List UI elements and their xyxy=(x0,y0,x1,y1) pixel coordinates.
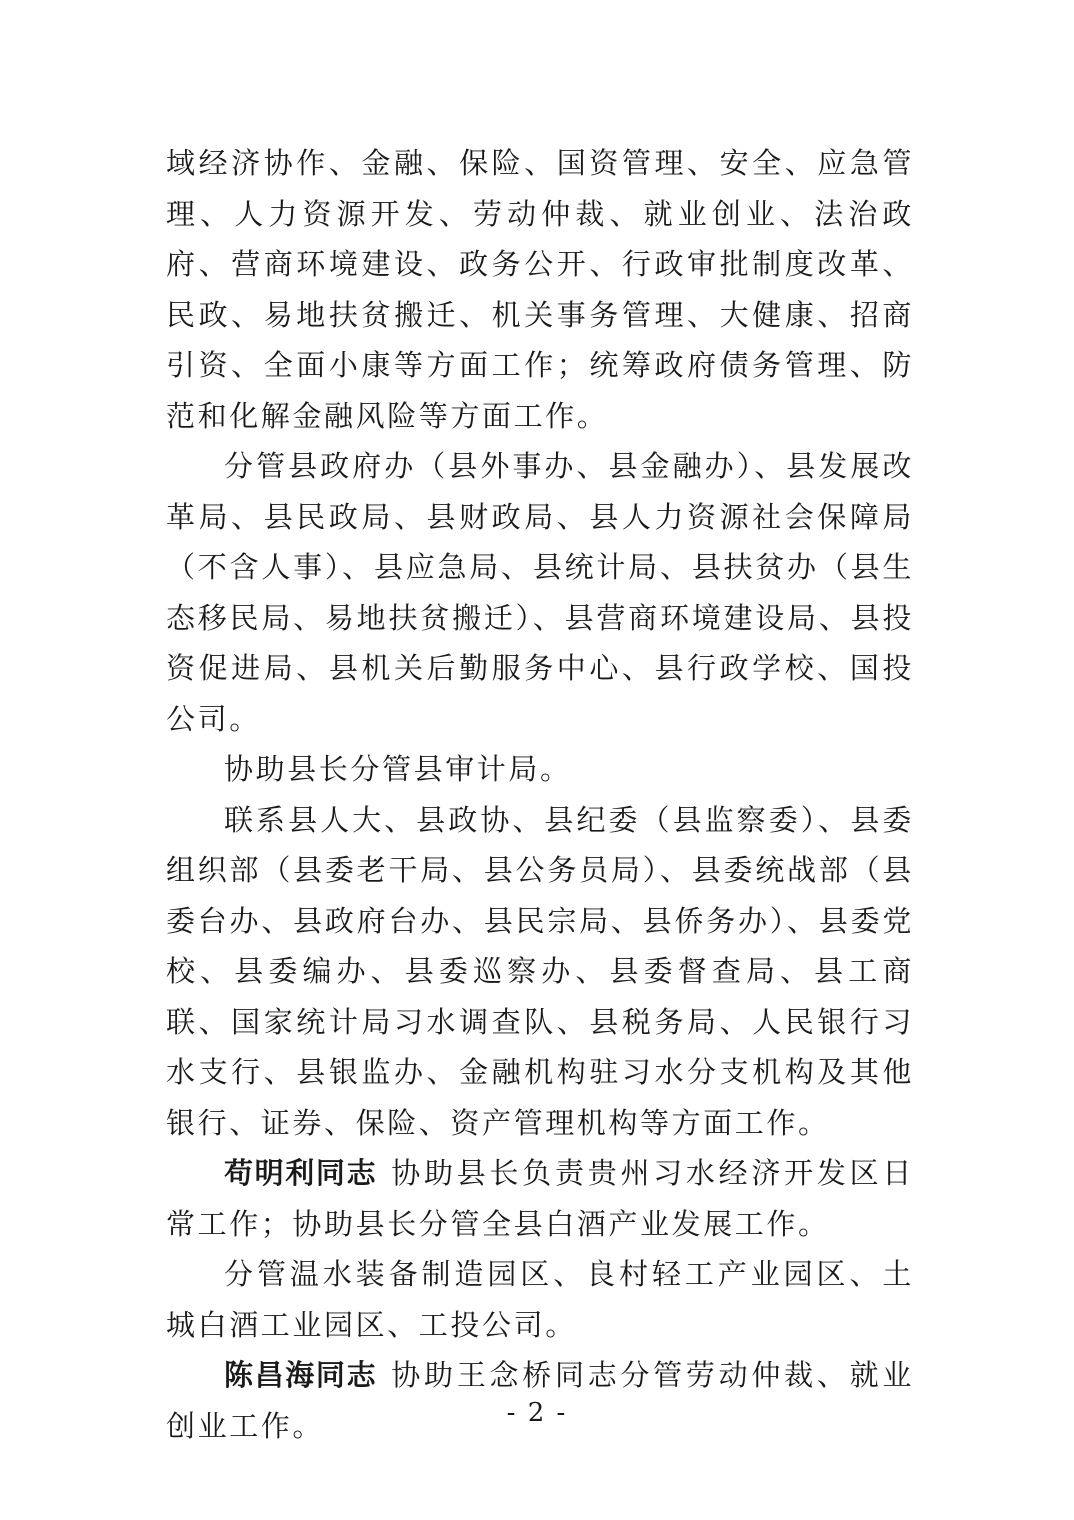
paragraph-text: 协助县长负责贵州习水经济开发区日常工作；协助县长分管全县白酒产业发展工作。 xyxy=(166,1156,914,1241)
paragraph-gou-mingli xyxy=(166,1148,914,1249)
paragraph-continued-duties: 域经济协作、金融、保险、国资管理、安全、应急管理、人力资源开发、劳动仲裁、就业创业、法治政府、营商环境建设、政务公开、行政审批制度改革、民政、易地扶贫搬迁、机关事务管理、大健康、招商引资、全面小康等方面工作；统筹政府债务管理、防范和化解金融风险等方面工作。 xyxy=(166,146,914,433)
person-name: 苟明利同志 xyxy=(224,1156,378,1190)
paragraph-managed-departments: 分管县政府办（县外事办、县金融办）、县发展改革局、县民政局、县财政局、县人力资源社会保障局（不含人事）、县应急局、县统计局、县扶贫办（县生态移民局、易地扶贫搬迁）、县营商环境建设局、县投资促进局、县机关后勤服务中心、县行政学校、国投公司。 xyxy=(166,449,914,736)
paragraph-industrial-parks: 分管温水装备制造园区、良村轻工产业园区、土城白酒工业园区、工投公司。 xyxy=(166,1257,914,1342)
document-body xyxy=(166,138,914,1451)
paragraph-liaison-units: 联系县人大、县政协、县纪委（县监察委）、县委组织部（县委老干局、县公务员局）、县委统战部（县委台办、县政府台办、县民宗局、县侨务办）、县委党校、县委编办、县委巡察办、县委督查局、县工商联、国家统计局习水调查队、县税务局、人民银行习水支行、县银监办、金融机构驻习水分支机构及其他银行、证券、保险、资产管理机构等方面工作。 xyxy=(166,802,914,1140)
paragraph-text: 协助王念桥同志分管劳动仲裁、就业创业工作。 xyxy=(166,1358,914,1443)
person-name: 陈昌海同志 xyxy=(224,1358,378,1392)
paragraph-assist-audit: 协助县长分管县审计局。 xyxy=(224,752,572,786)
page-number: - 2 - xyxy=(506,1398,568,1428)
